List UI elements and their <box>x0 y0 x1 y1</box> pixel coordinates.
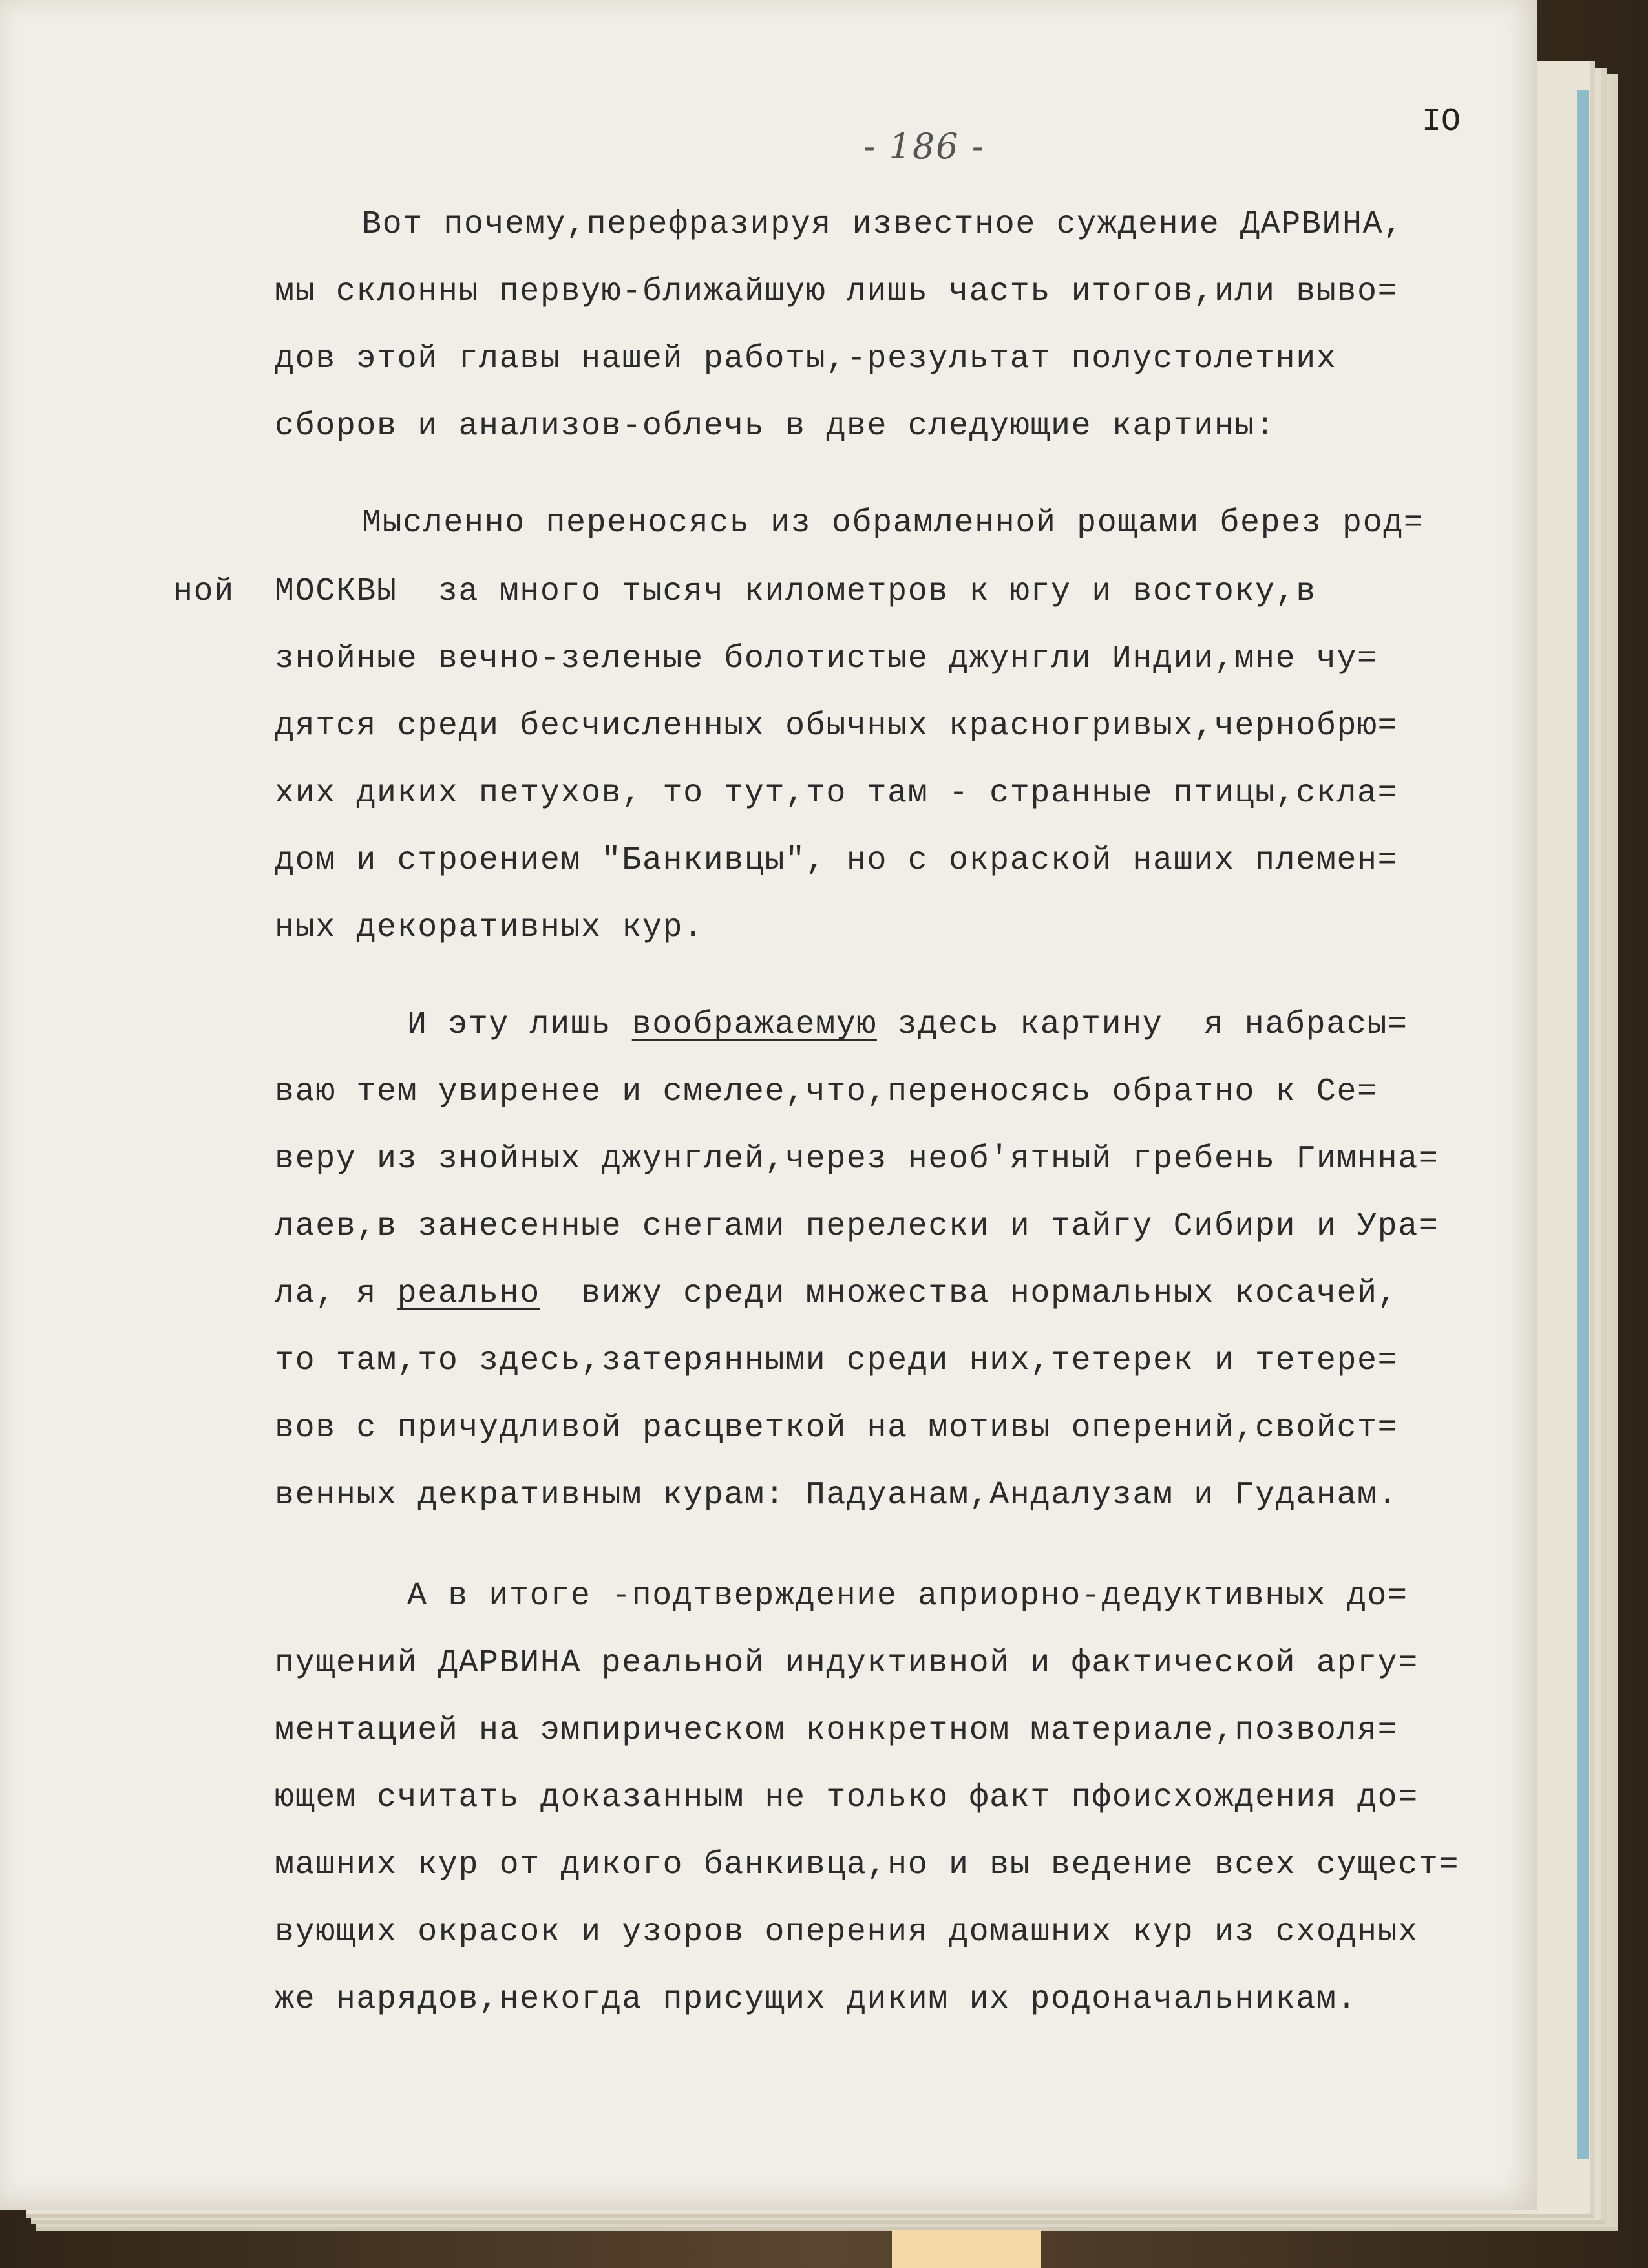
text-line: дом и строением "Банкивцы", но с окраской наших племен= <box>275 842 1399 879</box>
text-line: вов с причудливой расцветкой на мотивы оперений,свойст= <box>275 1410 1399 1447</box>
folder-edge <box>1577 90 1589 2159</box>
text-line: веру из знойных джунглей,через необ'ятный гребень Гимнна= <box>275 1141 1439 1178</box>
text-line: ментацией на эмпирическом конкретном материале,позволя= <box>275 1712 1399 1749</box>
text-segment: И эту лишь <box>407 1006 632 1043</box>
text-line: А в итоге -подтверждение априорно-дедуктивных до= <box>407 1578 1408 1615</box>
text-line: же нарядов,некогда присущих диким их родоначальникам. <box>275 1981 1358 2018</box>
text-line: венных декративным курам: Падуанам,Андалузам и Гуданам. <box>275 1477 1399 1514</box>
text-line: дов этой главы нашей работы,-результат полустолетних <box>275 341 1337 377</box>
text-line: вующих окрасок и узоров оперения домашних кур из сходных <box>275 1914 1419 1951</box>
text-line: Вот почему,перефразируя известное суждение ДАРВИНА, <box>362 206 1404 243</box>
text-segment: здесь картину я набрасы= <box>876 1006 1408 1043</box>
margin-note: ной <box>173 573 235 610</box>
text-line: лаев,в занесенные снегами перелески и тайгу Сибири и Ура= <box>275 1208 1439 1245</box>
page-number: IO <box>1421 103 1461 140</box>
text-line: ющем считать доказанным не только факт пфоисхождения до= <box>275 1779 1419 1816</box>
text-line <box>275 1271 1398 1317</box>
text-line: ваю тем увиренее и смелее,что,переносясь обратно к Се= <box>275 1074 1378 1110</box>
underlined-word: воображаемую <box>631 1006 877 1043</box>
text-line: хих диких петухов, то тут,то там - странные птицы,скла= <box>275 775 1399 812</box>
text-segment: ла, я <box>275 1275 397 1312</box>
handwritten-archive-number: - 186 - <box>863 126 985 167</box>
text-line: машних кур от дикого банкивца,но и вы ведение всех сущест= <box>275 1847 1460 1883</box>
text-line: пущений ДАРВИНА реальной индуктивной и фактической аргу= <box>275 1645 1419 1682</box>
text-line: сборов и анализов-облечь в две следующие картины: <box>275 408 1276 445</box>
text-line: знойные вечно-зеленые болотистые джунгли Индии,мне чу= <box>275 641 1378 677</box>
text-line: то там,то здесь,затерянными среди них,тетерек и тетере= <box>275 1342 1399 1379</box>
text-line: мы склонны первую-ближайшую лишь часть итогов,или выво= <box>275 273 1399 310</box>
text-line: дятся среди бесчисленных обычных красногривых,чернобрю= <box>275 708 1399 745</box>
text-line: ных декоративных кур. <box>275 909 704 946</box>
text-line: МОСКВЫ за много тысяч километров к югу и востоку,в <box>275 573 1316 610</box>
text-line <box>407 1002 1408 1048</box>
bottom-tab <box>892 2230 1041 2268</box>
text-segment: вижу среди множества нормальных косачей, <box>540 1275 1399 1312</box>
underlined-word: реально <box>397 1275 540 1312</box>
text-line: Мысленно переносясь из обрамленной рощами берез род= <box>362 505 1424 542</box>
